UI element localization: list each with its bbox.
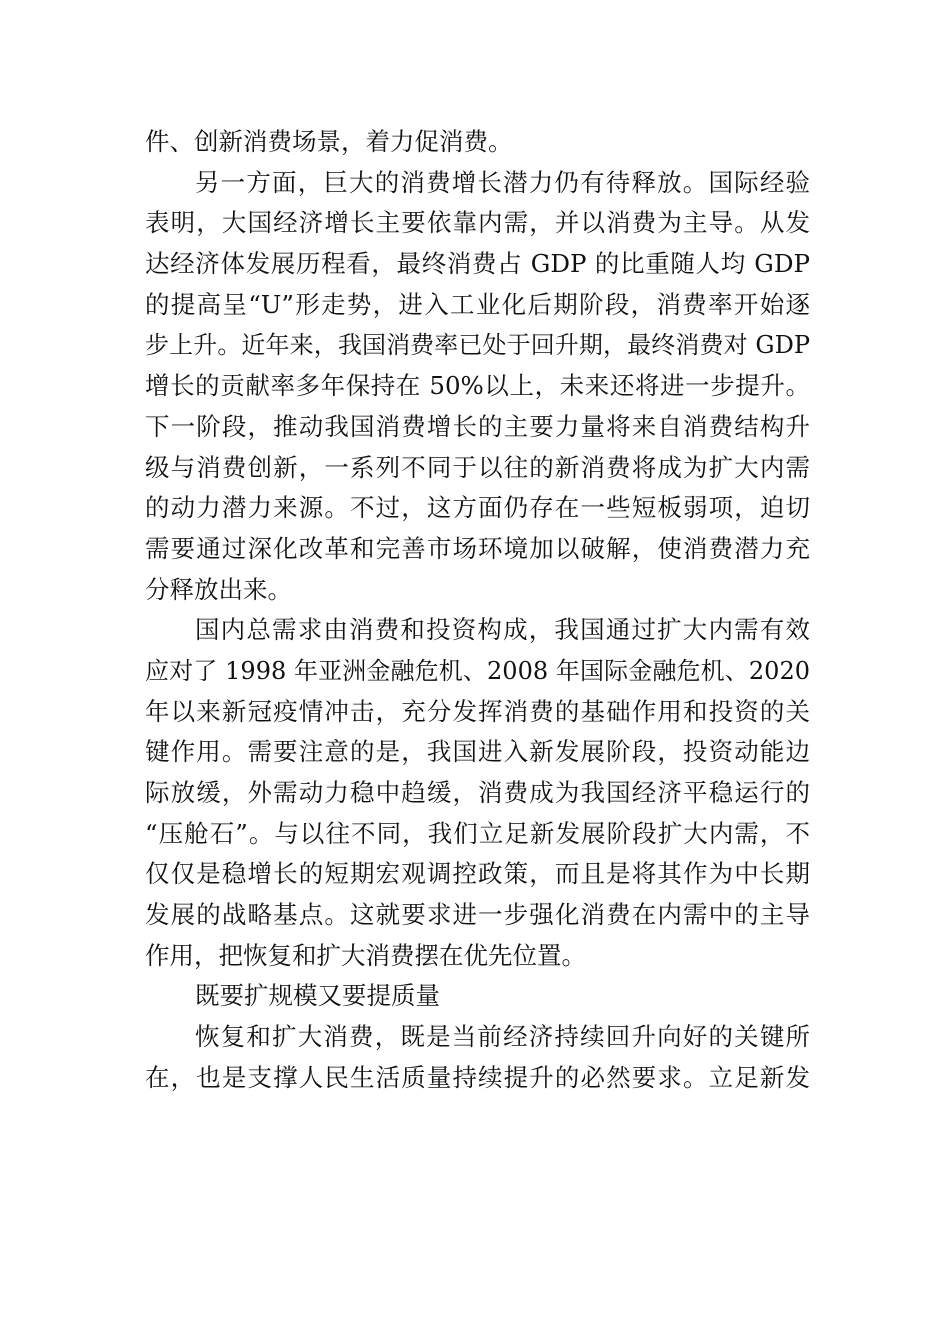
text-line: 作用，把恢复和扩大消费摆在优先位置。 [145, 940, 586, 970]
text-line: 恢复和扩大消费，既是当前经济持续回升向好的关键所 [195, 1022, 810, 1052]
text-line: 应对了 1998 年亚洲金融危机、2008 年国际金融危机、2020 [145, 656, 810, 685]
text-line: 际放缓，外需动力稳中趋缓，消费成为我国经济平稳运行的 [145, 778, 810, 807]
text-line: 在，也是支撑人民生活质量持续提升的必然要求。立足新发 [145, 1062, 810, 1092]
body-text [145, 122, 810, 1099]
text-line: 的动力潜力来源。不过，这方面仍存在一些短板弱项，迫切 [145, 493, 810, 523]
text-line: 件、创新消费场景，着力促消费。 [145, 127, 513, 156]
text-line: 年以来新冠疫情冲击，充分发挥消费的基础作用和投资的关 [145, 696, 810, 726]
text-line: 发展的战略基点。这就要求进一步强化消费在内需中的主导 [145, 900, 810, 930]
text-line: 下一阶段，推动我国消费增长的主要力量将来自消费结构升 [145, 411, 810, 441]
text-line: 仅仅是稳增长的短期宏观调控政策，而且是将其作为中长期 [145, 859, 810, 889]
text-line: 步上升。近年来，我国消费率已处于回升期，最终消费对 GDP [145, 331, 810, 360]
text-line: 达经济体发展历程看，最终消费占 GDP 的比重随人均 GDP [145, 249, 810, 279]
text-line: 键作用。需要注意的是，我国进入新发展阶段，投资动能边 [145, 737, 810, 767]
text-line: 需要通过深化改革和完善市场环境加以破解，使消费潜力充 [145, 533, 810, 563]
text-line: “压舱石”。与以往不同，我们立足新发展阶段扩大内需，不 [145, 818, 810, 848]
text-line: 级与消费创新，一系列不同于以往的新消费将成为扩大内需 [145, 452, 810, 482]
text-line: 增长的贡献率多年保持在 50%以上，未来还将进一步提升。 [145, 371, 810, 401]
text-line: 分释放出来。 [145, 574, 292, 604]
text-line: 国内总需求由消费和投资构成，我国通过扩大内需有效 [195, 615, 810, 645]
text-line: 表明，大国经济增长主要依靠内需，并以消费为主导。从发 [145, 208, 810, 238]
text-line: 既要扩规模又要提质量 [195, 981, 440, 1011]
text-line: 的提高呈“U”形走势，进入工业化后期阶段，消费率开始逐 [145, 289, 810, 319]
text-line: 另一方面，巨大的消费增长潜力仍有待释放。国际经验 [195, 167, 810, 197]
